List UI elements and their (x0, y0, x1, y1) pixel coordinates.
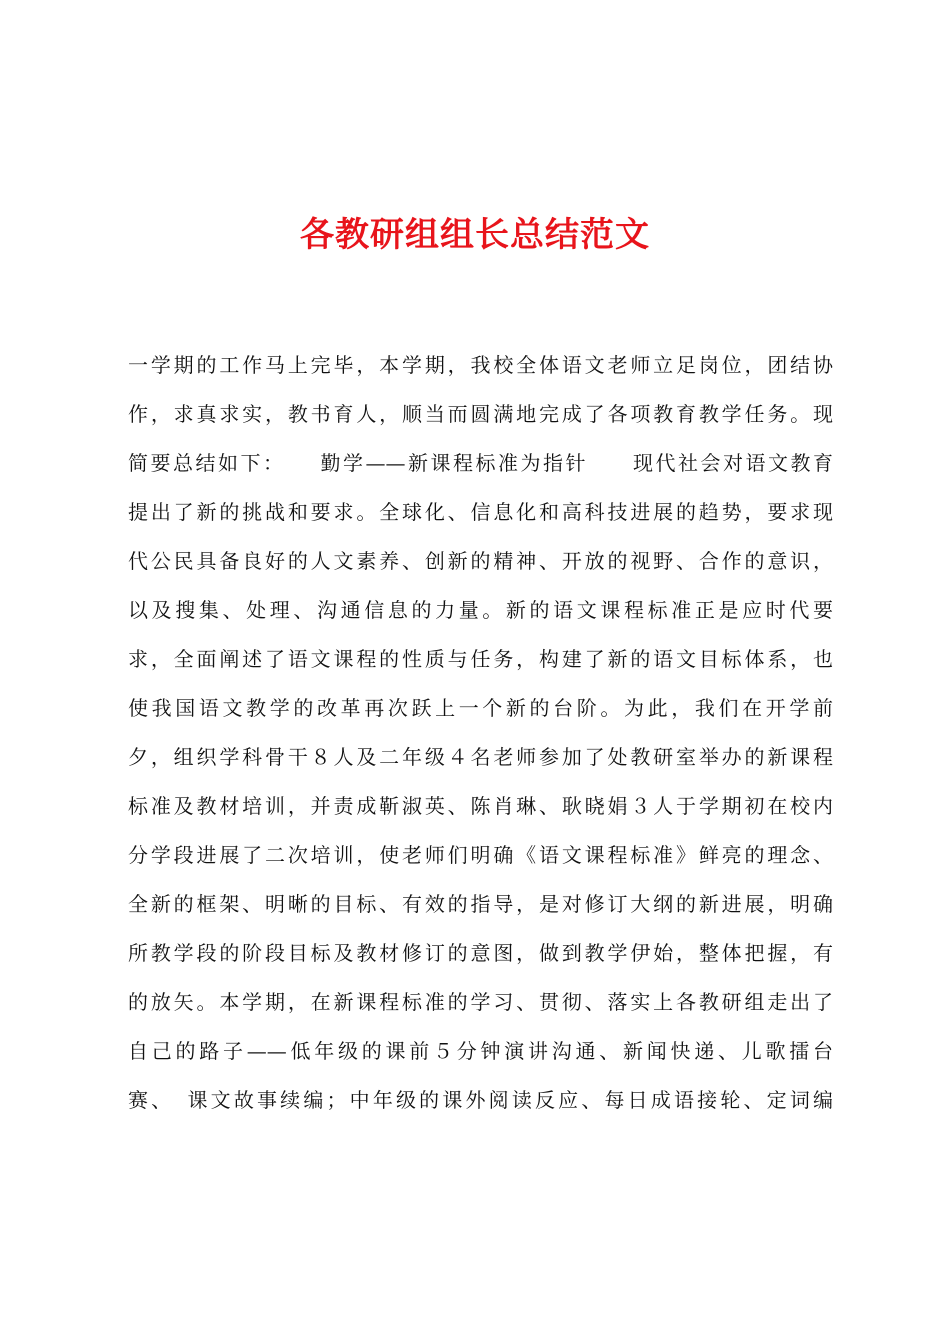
body-line: 代公民具备良好的人文素养、创新的精神、开放的视野、合作的意识， (128, 549, 833, 573)
body-line: 所教学段的阶段目标及教材修订的意图，做到教学伊始，整体把握，有 (128, 941, 833, 965)
body-line: 全新的框架、明晰的目标、有效的指导，是对修订大纲的新进展，明确 (128, 892, 833, 916)
body-line: 求，全面阐述了语文课程的性质与任务，构建了新的语文目标体系，也 (128, 647, 833, 671)
body-line: 简要总结如下： 勤学——新课程标准为指针 现代社会对语文教育 (128, 451, 833, 475)
body-line: 提出了新的挑战和要求。全球化、信息化和高科技进展的趋势，要求现 (128, 500, 833, 524)
body-line: 作，求真求实，教书育人，顺当而圆满地完成了各项教育教学任务。现 (128, 402, 833, 426)
body-line: 分学段进展了二次培训，使老师们明确《语文课程标准》鲜亮的理念、 (128, 843, 833, 867)
document-title: 各教研组组长总结范文 (300, 215, 650, 255)
body-line: 夕，组织学科骨干８人及二年级４名老师参加了处教研室举办的新课程 (128, 745, 833, 769)
body-line: 以及搜集、处理、沟通信息的力量。新的语文课程标准正是应时代要 (128, 598, 833, 622)
body-line: 自己的路子——低年级的课前５分钟演讲沟通、新闻快递、儿歌擂台 (128, 1039, 833, 1063)
body-line: 一学期的工作马上完毕，本学期，我校全体语文老师立足岗位，团结协 (128, 353, 833, 377)
body-line: 使我国语文教学的改革再次跃上一个新的台阶。为此，我们在开学前 (128, 696, 833, 720)
body-line: 的放矢。本学期，在新课程标准的学习、贯彻、落实上各教研组走出了 (128, 990, 833, 1014)
body-line: 赛、 课文故事续编；中年级的课外阅读反应、每日成语接轮、定词编 (128, 1088, 833, 1112)
document-body (128, 345, 833, 1129)
body-line: 标准及教材培训，并责成靳淑英、陈肖琳、耿晓娟３人于学期初在校内 (128, 794, 833, 818)
